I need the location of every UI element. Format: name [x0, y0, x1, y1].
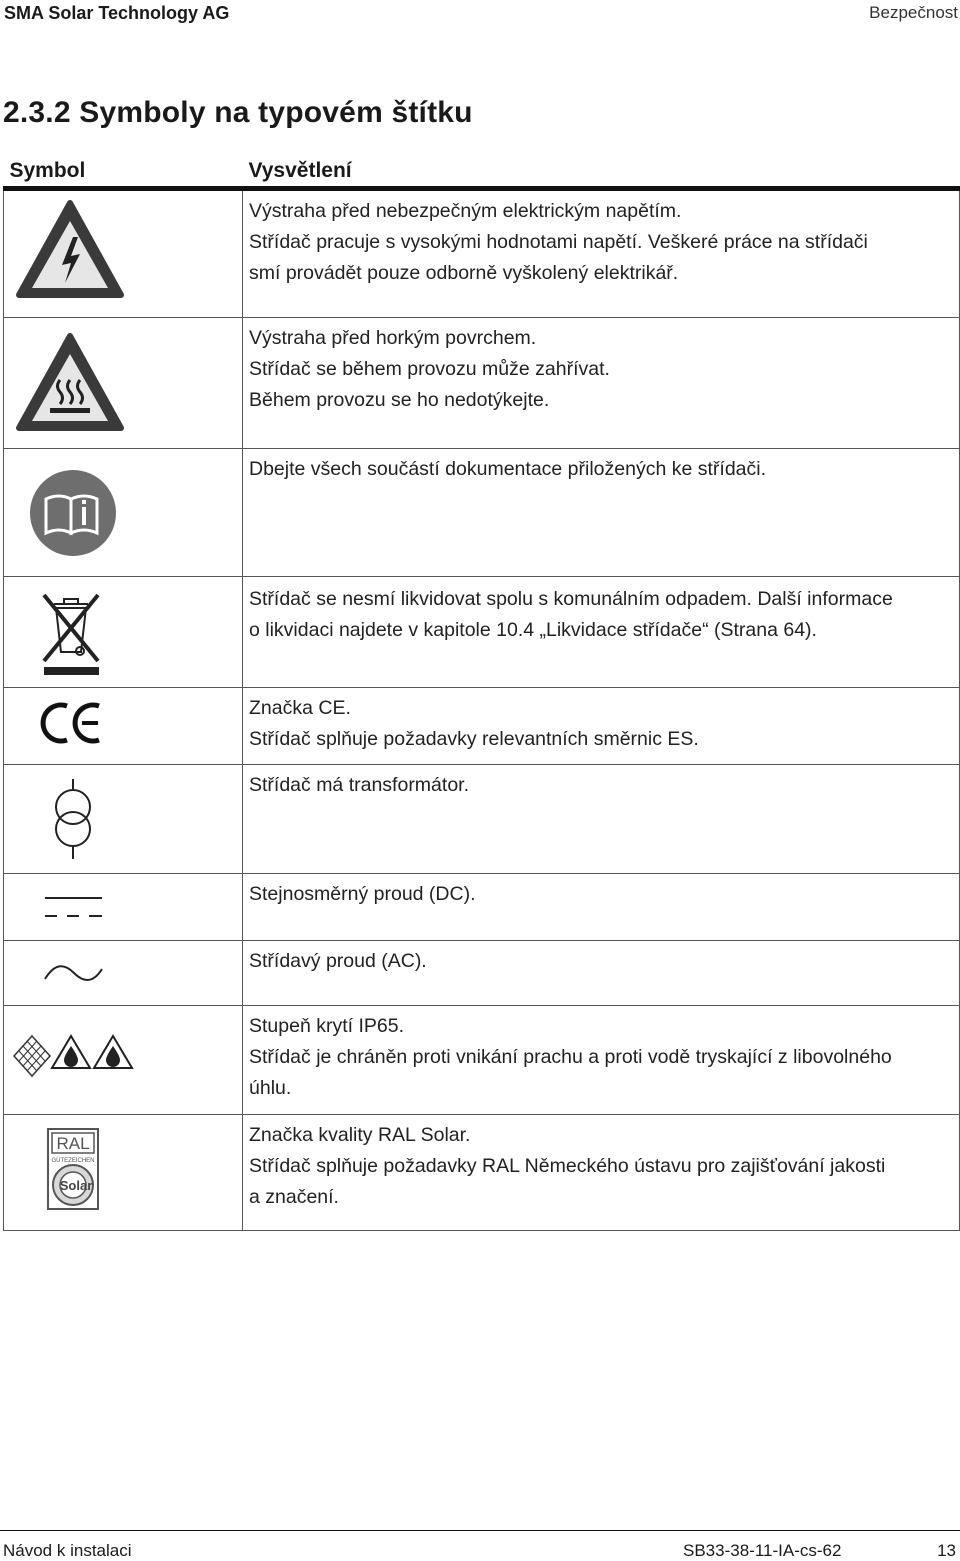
table-row: [4, 941, 960, 1006]
table-row: [4, 577, 960, 688]
ral-logo-solar-text: Solar: [59, 1178, 93, 1193]
ip65-protection-icon: [4, 1006, 243, 1114]
footer-document-title: Návod k instalaci: [3, 1541, 132, 1560]
page-footer: [0, 1530, 960, 1560]
table-row: [4, 765, 960, 874]
explanation-cell: [243, 688, 960, 765]
explanation-line: Značka CE.: [249, 697, 351, 719]
explanation-cell: [243, 1006, 960, 1115]
explanation-line: Střídavý proud (AC).: [249, 950, 427, 972]
table-row: [4, 1115, 960, 1231]
ral-solar-quality-mark-icon: [4, 1115, 243, 1230]
ral-logo-subtext: GÜTEZEICHEN: [51, 1158, 95, 1164]
explanation-cell: [243, 449, 960, 577]
column-header-explanation: Vysvětlení: [243, 154, 960, 189]
explanation-line: Značka kvality RAL Solar.: [249, 1124, 471, 1146]
column-header-symbol: Symbol: [4, 154, 243, 189]
explanation-line: Střídač pracuje s vysokými hodnotami napětí. Veškeré práce na střídači: [249, 231, 868, 253]
section-name: Bezpečnost: [869, 3, 958, 22]
explanation-line: Střídač má transformátor.: [249, 774, 469, 796]
electric-voltage-warning-icon: [4, 191, 243, 317]
table-row: [4, 1006, 960, 1115]
symbol-cell: [4, 577, 243, 688]
crossed-out-bin-icon: [4, 577, 243, 687]
hot-surface-warning-icon: [4, 318, 243, 448]
symbol-cell: [4, 941, 243, 1006]
alternating-current-icon: [4, 941, 243, 1005]
symbol-cell: [4, 765, 243, 874]
transformer-icon: [4, 765, 243, 873]
explanation-line: Střídač splňuje požadavky RAL Německého ústavu pro zajišťování jakosti: [249, 1155, 886, 1177]
table-row: [4, 874, 960, 941]
explanation-line: Stupeň krytí IP65.: [249, 1015, 405, 1037]
explanation-cell: [243, 941, 960, 1006]
symbol-cell: [4, 1006, 243, 1115]
page-header: [0, 0, 960, 28]
company-name: SMA Solar Technology AG: [4, 3, 230, 23]
explanation-line: Výstraha před nebezpečným elektrickým napětím.: [249, 200, 682, 222]
explanation-line: Během provozu se ho nedotýkejte.: [249, 389, 550, 411]
ral-logo-text: RAL: [56, 1134, 90, 1153]
explanation-line: Výstraha před horkým povrchem.: [249, 327, 537, 349]
table-row: [4, 189, 960, 318]
explanation-cell: [243, 318, 960, 449]
explanation-line: Střídač splňuje požadavky relevantních směrnic ES.: [249, 728, 699, 750]
explanation-cell: [243, 874, 960, 941]
symbol-cell: [4, 318, 243, 449]
page-number: 13: [937, 1541, 956, 1560]
explanation-line: smí provádět pouze odborně vyškolený elektrikář.: [249, 262, 679, 284]
explanation-line: a značení.: [249, 1186, 339, 1208]
explanation-cell: [243, 189, 960, 318]
explanation-line: Dbejte všech součástí dokumentace přiložených ke střídači.: [249, 458, 767, 480]
table-row: [4, 318, 960, 449]
symbol-cell: [4, 189, 243, 318]
table-row: [4, 688, 960, 765]
footer-document-code: SB33-38-11-IA-cs-62: [683, 1541, 842, 1560]
ce-mark-icon: [4, 688, 243, 764]
explanation-line: Střídač je chráněn proti vnikání prachu a proti vodě tryskající z libovolného: [249, 1046, 892, 1068]
explanation-cell: [243, 1115, 960, 1231]
explanation-cell: [243, 765, 960, 874]
symbol-cell: [4, 1115, 243, 1231]
read-documentation-icon: [4, 449, 243, 576]
symbol-cell: [4, 688, 243, 765]
table-row: [4, 449, 960, 577]
explanation-cell: [243, 577, 960, 688]
explanation-line: úhlu.: [249, 1077, 292, 1099]
symbols-table: [3, 154, 960, 1231]
explanation-line: Stejnosměrný proud (DC).: [249, 883, 476, 905]
explanation-line: Střídač se během provozu může zahřívat.: [249, 358, 610, 380]
table-header-row: [4, 154, 960, 189]
symbol-cell: [4, 449, 243, 577]
direct-current-icon: [4, 874, 243, 940]
explanation-line: o likvidaci najdete v kapitole 10.4 „Likvidace střídače“ (Strana 64).: [249, 619, 817, 641]
symbol-cell: [4, 874, 243, 941]
explanation-line: Střídač se nesmí likvidovat spolu s komunálním odpadem. Další informace: [249, 588, 893, 610]
section-title: 2.3.2 Symboly na typovém štítku: [3, 96, 473, 129]
